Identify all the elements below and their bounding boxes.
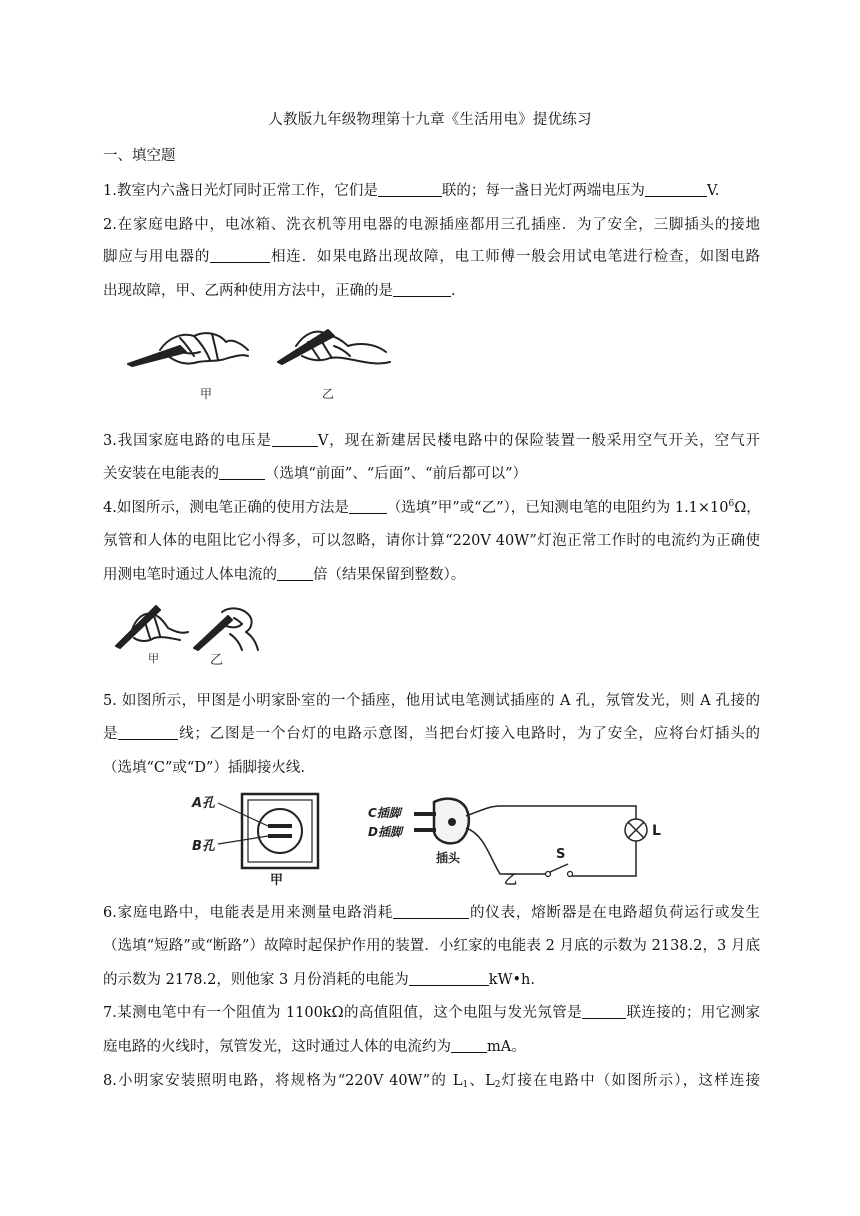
q2-line-2 bbox=[103, 245, 760, 266]
q5-text-b: 线；乙图是一个台灯的电路示意图，当把台灯接入电路时，为了安全，应将台灯插头的 bbox=[178, 726, 761, 742]
hand-drawing-yi bbox=[278, 330, 390, 364]
hand-drawing-jia-2 bbox=[116, 606, 188, 648]
lamp-label: L bbox=[652, 823, 661, 839]
hand-drawing-jia bbox=[128, 333, 248, 366]
switch-label: S bbox=[556, 847, 566, 862]
q2-line-3 bbox=[103, 279, 760, 300]
q4-line-3 bbox=[103, 563, 760, 584]
q4-exponent: 6 bbox=[728, 499, 735, 509]
q5-blank-1 bbox=[118, 725, 178, 740]
q8-text-b: 、L bbox=[468, 1073, 495, 1089]
q1-blank-2 bbox=[645, 182, 707, 197]
socket-diagram-jia bbox=[191, 794, 318, 888]
figure-test-pen-grips-2 bbox=[110, 598, 270, 668]
fig1-label-yi: 乙 bbox=[322, 387, 335, 401]
switch-contact-right bbox=[568, 872, 573, 877]
hand-drawing-yi-2 bbox=[194, 608, 258, 650]
q5-text-a: 是 bbox=[103, 726, 119, 742]
q6-text-c: 的示数为 2178.2，则他家 3 月份消耗的电能为 bbox=[103, 972, 409, 988]
q6-text-d: kW•h. bbox=[488, 972, 535, 988]
q5-line-3: （选填“C”或“D”）插脚接火线. bbox=[103, 760, 305, 776]
q3-blank-1 bbox=[272, 432, 318, 447]
q4-blank-2 bbox=[277, 566, 313, 581]
fig3-label-yi: 乙 bbox=[504, 873, 518, 888]
c-pin-label: C插脚 bbox=[368, 806, 401, 820]
switch-contact-left bbox=[546, 872, 551, 877]
q7-blank-1 bbox=[582, 1004, 626, 1019]
q3-line-2 bbox=[103, 462, 760, 483]
b-hole-label: B孔 bbox=[192, 839, 215, 854]
q3-line-1 bbox=[103, 429, 760, 450]
q3-text-d: （选填“前面”、“后面”、“前后都可以”） bbox=[265, 466, 527, 482]
q2-line-1: 2.在家庭电路中，电冰箱、洗衣机等用电器的电源插座都用三孔插座．为了安全，三脚插头的接地 bbox=[103, 217, 760, 233]
q2-blank-1 bbox=[210, 248, 270, 263]
q2-text-d: . bbox=[451, 283, 456, 299]
q6-line-3 bbox=[103, 968, 760, 989]
lamp-circuit-yi bbox=[368, 799, 661, 888]
q7-text-b: 联连接的；用它测家 bbox=[626, 1005, 761, 1021]
q8-subscript-1: 1 bbox=[462, 1080, 469, 1090]
a-hole-label: A孔 bbox=[192, 796, 216, 811]
q8-text-c: 灯接在电路中（如图所示），这样连接 bbox=[500, 1073, 761, 1089]
figure-test-pen-grips-1 bbox=[120, 316, 400, 404]
q3-text-c: 关安装在电能表的 bbox=[103, 466, 219, 482]
q1-text-a: 1.教室内六盏日光灯同时正常工作，它们是 bbox=[103, 183, 378, 199]
q3-text-b: V，现在新建居民楼电路中的保险装置一般采用空气开关，空气开 bbox=[317, 433, 760, 449]
q8-line-1 bbox=[103, 1069, 760, 1090]
q4-text-b: （选填”甲”或“乙”），已知测电笔的电阻约为 1.1×10 bbox=[386, 500, 729, 516]
q1-blank-1 bbox=[378, 182, 442, 197]
q7-line-2 bbox=[103, 1035, 760, 1056]
q5-line-2 bbox=[103, 722, 760, 743]
q6-line-2: （选填“短路”或“断路”）故障时起保护作用的装置．小红家的电能表 2 月底的示数为 2138.2，3 月底 bbox=[103, 938, 760, 954]
q4-text-a: 4.如图所示，测电笔正确的使用方法是 bbox=[103, 500, 349, 516]
plug-label: 插头 bbox=[436, 851, 461, 865]
q6-blank-1 bbox=[393, 904, 469, 919]
q1-text-c: V. bbox=[706, 183, 720, 199]
d-pin-label: D插脚 bbox=[368, 825, 402, 839]
fig1-label-jia: 甲 bbox=[200, 387, 213, 401]
q2-text-a: 脚应与用电器的 bbox=[103, 249, 211, 265]
q6-text-b: 的仪表，熔断器是在电路超负荷运行或发生 bbox=[469, 905, 760, 921]
switch-lever bbox=[550, 864, 568, 872]
q2-text-b: 相连．如果电路出现故障，电工师傅一般会用试电笔进行检查，如图电路 bbox=[270, 249, 760, 265]
q4-line-2: 氖管和人体的电阻比它小得多，可以忽略，请你计算“220V 40W”灯泡正常工作时的电流约为正确使 bbox=[103, 533, 760, 549]
q4-text-c: Ω， bbox=[734, 500, 761, 516]
q7-line-1 bbox=[103, 1001, 760, 1022]
q4-text-d: 用测电笔时通过人体电流的 bbox=[103, 567, 277, 583]
fig2-label-jia: 甲 bbox=[148, 652, 159, 665]
q3-blank-2 bbox=[219, 465, 265, 480]
q7-text-a: 7.某测电笔中有一个阻值为 1100kΩ的高值阻值，这个电阻与发光氖管是 bbox=[103, 1005, 583, 1021]
q1-text-b: 联的；每一盏日光灯两端电压为 bbox=[441, 183, 645, 199]
q4-text-e: 倍（结果保留到整数）。 bbox=[313, 567, 466, 583]
q2-blank-2 bbox=[393, 282, 451, 297]
q6-text-a: 6.家庭电路中，电能表是用来测量电路消耗 bbox=[103, 905, 394, 921]
fig2-label-yi: 乙 bbox=[210, 653, 224, 668]
q7-blank-2 bbox=[451, 1038, 487, 1053]
question-1 bbox=[103, 179, 760, 200]
q7-text-d: mA。 bbox=[487, 1039, 526, 1055]
q8-text-a: 8.小明家安装照明电路，将规格为“220V 40W”的 L bbox=[103, 1073, 463, 1089]
q6-line-1 bbox=[103, 901, 760, 922]
q4-blank-1 bbox=[349, 499, 387, 514]
figure-socket-lamp-circuit bbox=[190, 786, 680, 890]
q3-text-a: 3.我国家庭电路的电压是 bbox=[103, 433, 272, 449]
q5-line-1: 5. 如图所示，甲图是小明家卧室的一个插座，他用试电笔测试插座的 A 孔，氖管发光，则 A 孔接的 bbox=[103, 693, 760, 709]
q6-blank-2 bbox=[409, 971, 489, 986]
fig3-label-jia: 甲 bbox=[270, 873, 284, 888]
q2-text-c: 出现故障，甲、乙两种使用方法中，正确的是 bbox=[103, 283, 393, 299]
section-heading: 一、填空题 bbox=[103, 148, 176, 164]
q7-text-c: 庭电路的火线时，氖管发光，这时通过人体的电流约为 bbox=[103, 1039, 451, 1055]
q8-subscript-2: 2 bbox=[494, 1080, 501, 1090]
q4-line-1 bbox=[103, 496, 760, 517]
page-title: 人教版九年级物理第十九章《生活用电》提优练习 bbox=[268, 112, 592, 128]
